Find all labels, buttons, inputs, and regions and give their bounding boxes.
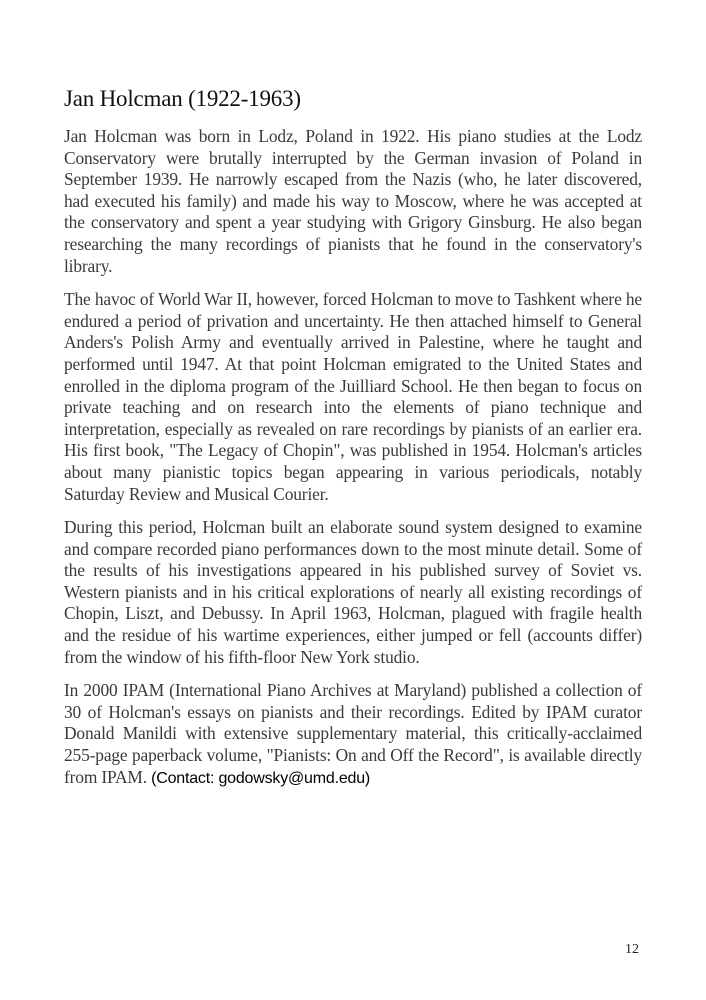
paragraph-early-life: Jan Holcman was born in Lodz, Poland in 1922. His piano studies at the Lodz Conservatory were brutally interrupted by the German invasion of Poland in September 1939. He narrowly escaped from the Nazis (who, he later discovered, had executed his family) and made his way to Moscow, where he was accepted at the conservatory and spent a year studying with Grigory Ginsburg. He also began researching the many recordings of pianists that he found in the conservatory's library. (64, 126, 642, 276)
page-title: Jan Holcman (1922-1963) (64, 86, 301, 111)
paragraph-ipam-publication (64, 680, 642, 789)
page-number: 12 (625, 942, 639, 957)
document-page (64, 84, 642, 801)
contact-info: (Contact: godowsky@umd.edu) (151, 769, 371, 787)
paragraph-research-and-death: During this period, Holcman built an elaborate sound system designed to examine and compare recorded piano performances down to the most minute detail. Some of the results of his investigations appeared in his published survey of Soviet vs. Western pianists and in his critical explorations of nearly all existing recordings of Chopin, Liszt, and Debussy. In April 1963, Holcman, plagued with fragile health and the residue of his wartime experiences, either jumped or fell (accounts differ) from the window of his fifth-floor New York studio. (64, 517, 642, 667)
paragraph-emigration: The havoc of World War II, however, forced Holcman to move to Tashkent where he endured a period of privation and uncertainty. He then attached himself to General Anders's Polish Army and eventually arrived in Palestine, where he taught and performed until 1947. At that point Holcman emigrated to the United States and enrolled in the diploma program of the Juilliard School. He then began to focus on private teaching and on research into the elements of piano technique and interpretation, especially as revealed on rare recordings by pianists of an earlier era. His first book, "The Legacy of Chopin", was published in 1954. Holcman's articles about many pianistic topics began appearing in various periodicals, notably Saturday Review and Musical Courier. (64, 289, 642, 504)
ipam-publication-text: In 2000 IPAM (International Piano Archives at Maryland) published a collection of 30 of Holcman's essays on pianists and their recordings. Edited by IPAM curator Donald Manildi with extensive supplementary material, this critically-acclaimed 255-page paperback volume, "Pianists: On and Off the Record", is available directly from IPAM. (64, 680, 642, 787)
